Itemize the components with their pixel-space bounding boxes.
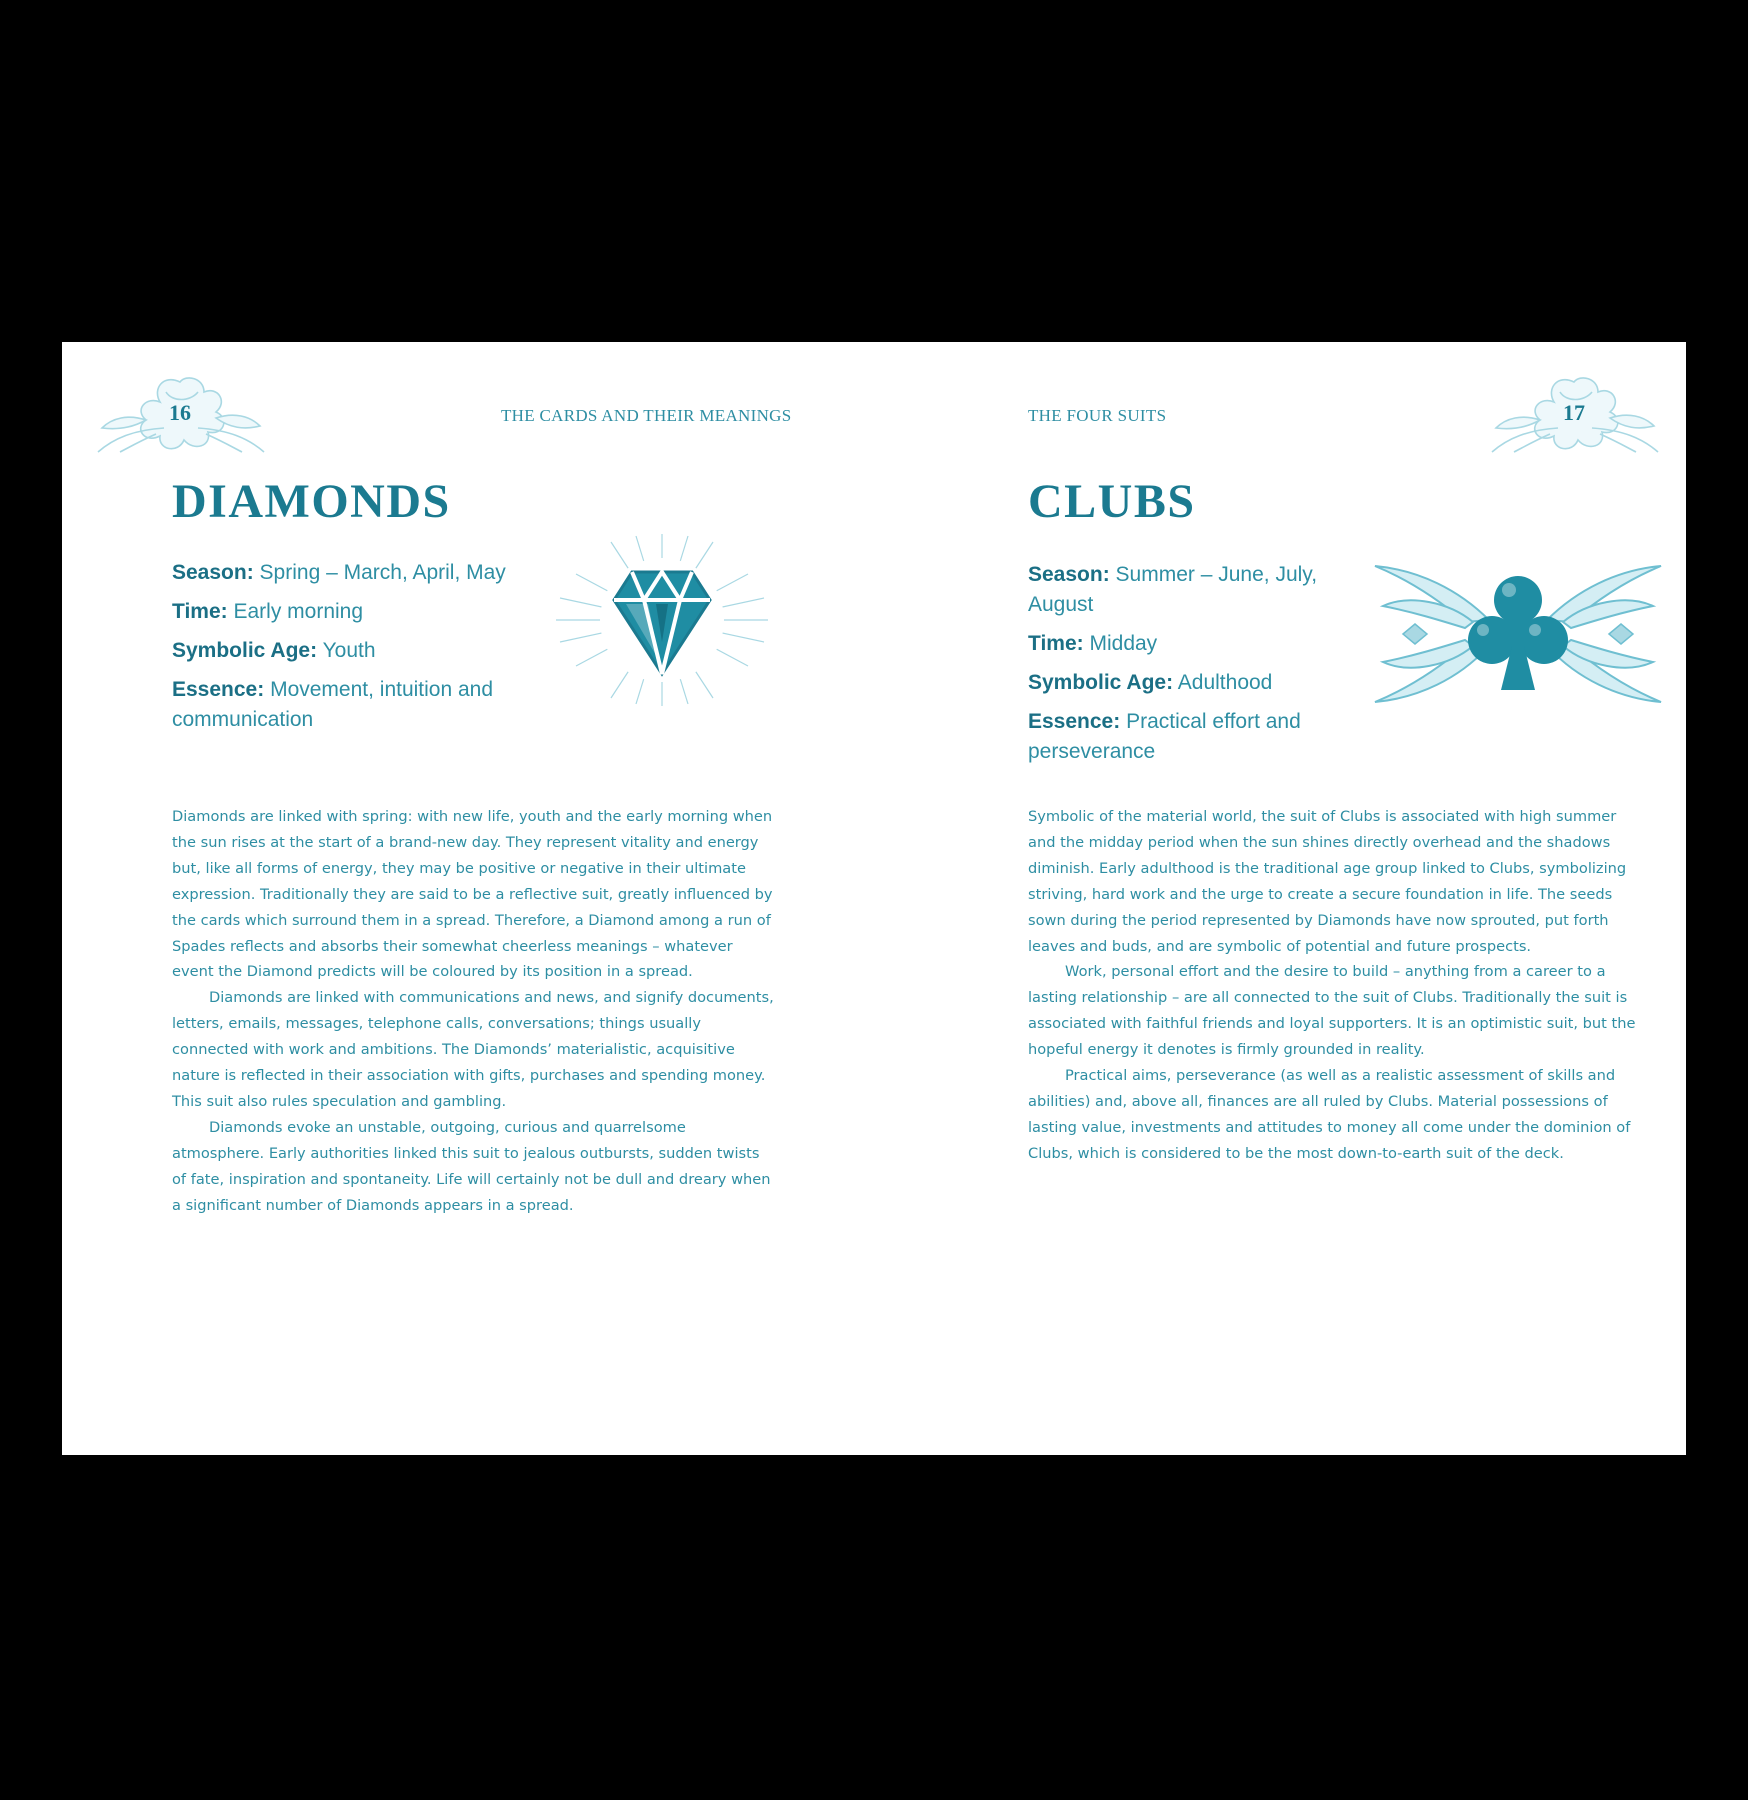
- page-number: 16: [169, 400, 191, 425]
- paragraph: Work, personal effort and the desire to build – anything from a career to a lasting relationship – are all connected to the suit of Clubs. Traditionally the suit is associated with faithful friends and loyal supporters. It is an optimistic suit, but the hopeful energy it denotes is firmly grounded in reality.: [1028, 963, 1636, 1059]
- fact-value: Youth: [322, 639, 376, 662]
- suit-facts: [1028, 560, 1368, 776]
- fact-season: [1028, 560, 1368, 620]
- fact-label: Season:: [172, 561, 254, 584]
- paragraph: Practical aims, perseverance (as well as a realistic assessment of skills and abilities) and, above all, finances are all ruled by Clubs. Material possessions of lasting value, investments and attitudes to money all come under the dominion of Clubs, which is considered to be the most down-to-earth suit of the deck.: [1028, 1067, 1631, 1162]
- fact-time: [1028, 629, 1368, 659]
- fact-label: Symbolic Age:: [172, 639, 318, 662]
- fact-value: Practical effort and perseverance: [1028, 710, 1301, 763]
- page-title: DIAMONDS: [172, 475, 451, 528]
- fact-label: Essence:: [172, 678, 265, 701]
- fact-value: Midday: [1089, 632, 1158, 655]
- fact-label: Essence:: [1028, 710, 1121, 733]
- fact-symbolic-age: [1028, 668, 1368, 698]
- fact-label: Symbolic Age:: [1028, 671, 1174, 694]
- page-title: CLUBS: [1028, 475, 1196, 528]
- fact-value: Adulthood: [1177, 671, 1273, 694]
- fact-label: Season:: [1028, 563, 1110, 586]
- paragraph: Symbolic of the material world, the suit of Clubs is associated with high summer and the midday period when the sun shines directly overhead and the shadows diminish. Early adulthood is the traditional age group linked to Clubs, symbolizing striving, hard work and the urge to create a secure foundation in life. The seeds sown during the period represented by Diamonds have now sprouted, put forth leaves and buds, and are symbolic of potential and future prospects.: [1028, 808, 1627, 955]
- page-number: 17: [1563, 400, 1585, 425]
- fact-symbolic-age: [172, 636, 532, 666]
- running-head: THE FOUR SUITS: [1028, 406, 1167, 425]
- right-page: [874, 342, 1686, 1455]
- fact-value: Spring – March, April, May: [259, 561, 506, 584]
- running-head: THE CARDS AND THEIR MEANINGS: [501, 406, 792, 425]
- club-suit-icon: [1369, 550, 1667, 718]
- fact-value: Summer – June, July, August: [1028, 563, 1318, 616]
- diamond-gem-icon: [556, 534, 768, 706]
- fact-value: Movement, intuition and communication: [172, 678, 494, 731]
- fact-time: [172, 597, 532, 627]
- fact-season: [172, 558, 532, 588]
- fact-label: Time:: [172, 600, 228, 623]
- paragraph: Diamonds are linked with spring: with new life, youth and the early morning when the sun rises at the start of a brand-new day. They represent vitality and energy but, like all forms of energy, they may be positive or negative in their ultimate expression. Traditionally they are said to be a reflective suit, greatly influenced by the cards which surround them in a spread. Therefore, a Diamond among a run of Spades reflects and absorbs their somewhat cheerless meanings – whatever event the Diamond predicts will be coloured by its position in a spread.: [172, 808, 773, 981]
- left-page: [62, 342, 874, 1455]
- fact-value: Early morning: [233, 600, 364, 623]
- body-text: [1028, 804, 1643, 1167]
- body-text: [172, 804, 777, 1219]
- paragraph: Diamonds evoke an unstable, outgoing, curious and quarrelsome atmosphere. Early authorities linked this suit to jealous outbursts, sudden twists of fate, inspiration and spontaneity. Life will certainly not be dull and dreary when a significant number of Diamonds appears in a spread.: [172, 1118, 771, 1214]
- paragraph: Diamonds are linked with communications and news, and signify documents, letters, emails, messages, telephone calls, conversations; things usually connected with work and ambitions. The Diamonds’ materialistic, acquisitive nature is reflected in their association with gifts, purchases and spending money. This suit also rules speculation and gambling.: [172, 989, 774, 1110]
- suit-facts: [172, 558, 532, 744]
- book-spread: [62, 342, 1686, 1455]
- fact-label: Time:: [1028, 632, 1084, 655]
- fact-essence: [172, 675, 532, 735]
- fact-essence: [1028, 707, 1368, 767]
